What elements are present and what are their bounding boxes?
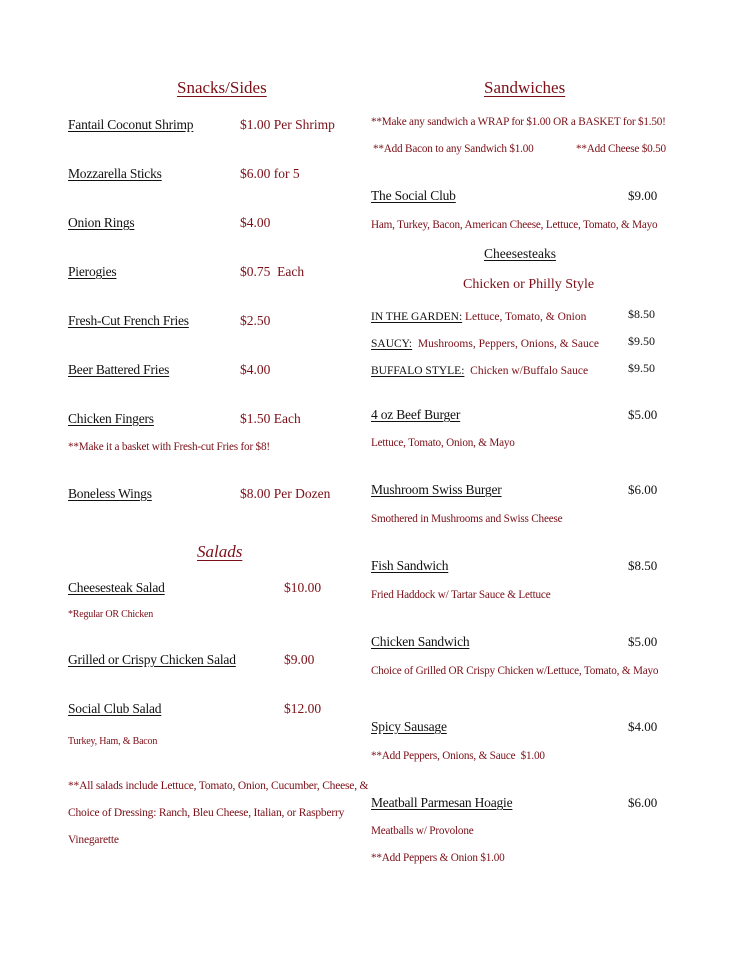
menu-item-price: $4.00: [240, 215, 271, 230]
menu-item-price: $1.00 Per Shrimp: [240, 117, 335, 132]
menu-item-price: $9.00: [284, 652, 315, 667]
menu-item-price: $1.50 Each: [240, 411, 301, 426]
cheesesteak-row: [371, 307, 586, 325]
menu-note: **Add Peppers & Onion $1.00: [371, 852, 505, 864]
menu-item-name: Beer Battered Fries: [68, 362, 170, 377]
menu-item-price: $12.00: [284, 701, 322, 716]
menu-item-price: $0.75 Each: [240, 264, 305, 279]
menu-item-price: $9.50: [628, 361, 655, 375]
menu-item-desc: Ham, Turkey, Bacon, American Cheese, Lettuce, Tomato, & Mayo: [371, 219, 658, 231]
cheesesteaks-subtitle: Chicken or Philly Style: [463, 277, 595, 292]
cheesesteak-name: SAUCY:: [371, 338, 413, 350]
cheesesteak-desc: Chicken w/Buffalo Sauce: [464, 365, 589, 377]
menu-item-name: Chicken Fingers: [68, 411, 154, 426]
menu-item-price: $10.00: [284, 580, 322, 595]
snacks-sides-heading: Snacks/Sides: [177, 78, 267, 97]
menu-note: *Regular OR Chicken: [68, 609, 154, 620]
menu-item-name: Mozzarella Sticks: [68, 166, 162, 181]
cheesesteak-desc: Lettuce, Tomato, & Onion: [462, 311, 587, 323]
menu-item-name: Spicy Sausage: [371, 719, 447, 734]
menu-note: **Make it a basket with Fresh-cut Fries for $8!: [68, 441, 270, 453]
cheese-note: **Add Cheese $0.50: [576, 143, 666, 155]
menu-item-name: Chicken Sandwich: [371, 634, 470, 649]
cheesesteak-name: IN THE GARDEN:: [371, 311, 463, 323]
menu-item-price: $4.00: [240, 362, 271, 377]
menu-item-price: $2.50: [240, 313, 271, 328]
menu-item-price: $9.50: [628, 334, 655, 348]
wrap-note: **Make any sandwich a WRAP for $1.00 OR a BASKET for $1.50!: [371, 116, 666, 128]
menu-item-name: Social Club Salad: [68, 701, 162, 716]
menu-item-price: $8.50: [628, 558, 658, 573]
menu-item-price: $6.00: [628, 482, 658, 497]
cheesesteak-row: [371, 334, 599, 352]
salad-footer-line: Choice of Dressing: Ranch, Bleu Cheese, Italian, or Raspberry: [68, 807, 345, 819]
menu-item-name: Cheesesteak Salad: [68, 580, 165, 595]
menu-item-name: The Social Club: [371, 188, 456, 203]
salad-footer-line: **All salads include Lettuce, Tomato, Onion, Cucumber, Cheese, &: [68, 780, 369, 792]
menu-item-desc: **Add Peppers, Onions, & Sauce $1.00: [371, 750, 545, 762]
cheesesteaks-heading: Cheesesteaks: [484, 246, 556, 261]
salad-footer-line: Vinegarette: [68, 834, 119, 846]
sandwiches-heading: Sandwiches: [484, 78, 566, 97]
menu-item-desc: Lettuce, Tomato, Onion, & Mayo: [371, 437, 515, 449]
menu-item-name: Meatball Parmesan Hoagie: [371, 795, 513, 810]
cheesesteak-row: [371, 361, 588, 379]
menu-item-price: $4.00: [628, 719, 658, 734]
menu-item-price: $8.50: [628, 307, 655, 321]
salads-heading: Salads: [197, 542, 243, 561]
menu-item-price: $9.00: [628, 188, 658, 203]
menu-item-name: Boneless Wings: [68, 486, 152, 501]
menu-item-desc: Fried Haddock w/ Tartar Sauce & Lettuce: [371, 589, 551, 601]
menu-item-price: $8.00 Per Dozen: [240, 486, 331, 501]
menu-item-name: 4 oz Beef Burger: [371, 407, 461, 422]
cheesesteak-desc: Mushrooms, Peppers, Onions, & Sauce: [412, 338, 599, 350]
menu-note: Turkey, Ham, & Bacon: [68, 736, 158, 747]
menu-item-price: $5.00: [628, 634, 658, 649]
menu-item-desc: Choice of Grilled OR Crispy Chicken w/Lettuce, Tomato, & Mayo: [371, 665, 659, 677]
menu-item-desc: Smothered in Mushrooms and Swiss Cheese: [371, 513, 563, 525]
menu-item-price: $5.00: [628, 407, 658, 422]
menu-item-name: Fish Sandwich: [371, 558, 449, 573]
cheesesteak-name: BUFFALO STYLE:: [371, 365, 465, 377]
menu-item-name: Fantail Coconut Shrimp: [68, 117, 194, 132]
menu-item-name: Mushroom Swiss Burger: [371, 482, 502, 497]
menu-item-price: $6.00: [628, 795, 658, 810]
menu-item-name: Onion Rings: [68, 215, 135, 230]
menu-item-price: $6.00 for 5: [240, 166, 300, 181]
menu-item-name: Fresh-Cut French Fries: [68, 313, 189, 328]
menu-item-name: Pierogies: [68, 264, 117, 279]
bacon-note: **Add Bacon to any Sandwich $1.00: [373, 143, 534, 155]
menu-item-name: Grilled or Crispy Chicken Salad: [68, 652, 236, 667]
menu-item-desc: Meatballs w/ Provolone: [371, 825, 474, 837]
